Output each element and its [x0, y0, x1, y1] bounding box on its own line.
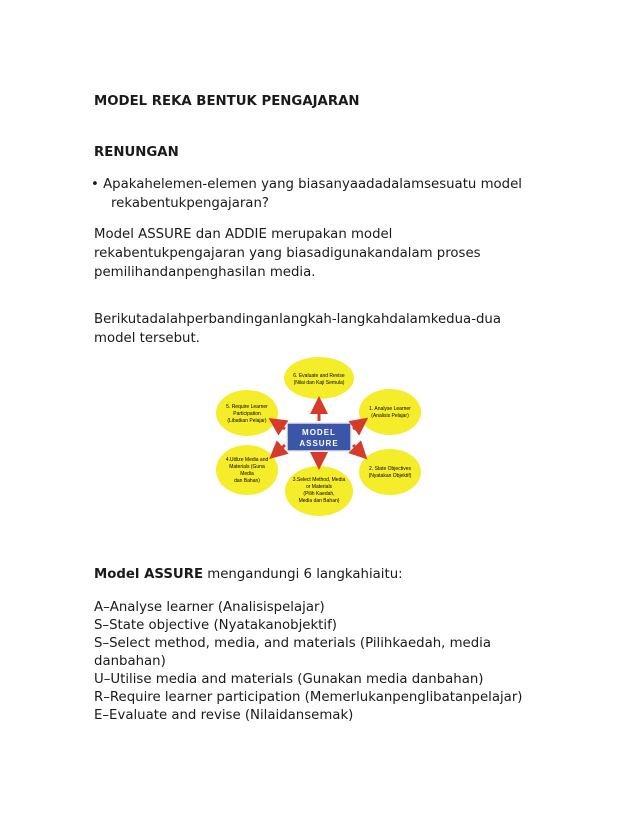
arrow-lower-right-icon — [353, 445, 361, 453]
node-lower-left-line2: Materials (Guna — [229, 464, 265, 470]
node-bottom-line1: 3.Select Method, Media — [292, 477, 346, 483]
paragraph-1-line2: rekabentukpengajaran yang biasadigunakandalam proses — [94, 246, 481, 261]
bullet-text-line2: rekabentukpengajaran? — [111, 196, 269, 211]
model-assure-rest: mengandungi 6 langkahiaitu: — [203, 567, 403, 582]
node-lower-left-line3: Media — [240, 471, 254, 477]
arrow-lower-left-icon — [276, 445, 285, 453]
node-lower-left-line1: 4.Utilize Media and — [225, 457, 269, 463]
assure-model-diagram — [213, 357, 425, 517]
node-top-line2: (Nilai dan Kaji Semula) — [293, 380, 345, 386]
bullet-item — [91, 175, 522, 195]
node-upper-right-line2: (Analisis Pelajar) — [371, 413, 409, 419]
paragraph-1-line3: pemilihandanpenghasilan media. — [94, 265, 316, 280]
node-upper-left — [216, 390, 278, 436]
node-lower-left — [216, 445, 278, 495]
node-lower-right — [359, 449, 421, 495]
step-line-4: danbahan) — [94, 654, 166, 669]
step-line-7: E–Evaluate and revise (Nilaidansemak) — [94, 708, 354, 723]
node-lower-right-line1: 2. State Objectives — [369, 466, 411, 472]
node-upper-left-line2: Participation — [233, 411, 261, 417]
arrow-upper-left-icon — [276, 423, 285, 429]
bullet-mark: • — [91, 177, 99, 192]
node-bottom-line3: (Pilih Kaedah, — [303, 491, 335, 497]
node-upper-left-line1: 5. Require Learner — [226, 404, 268, 410]
paragraph-2-line2: model tersebut. — [94, 331, 200, 346]
bullet-text-line1: Apakahelemen-elemen yang biasanyaadadalamsesuatu model — [103, 177, 522, 192]
section-title: RENUNGAN — [94, 145, 179, 160]
node-upper-right — [359, 389, 421, 435]
arrow-upper-right-icon — [353, 423, 361, 429]
node-upper-left-line3: (Libatkan Pelajar) — [227, 418, 267, 424]
node-bottom-line2: or Materials — [305, 484, 333, 490]
step-line-5: U–Utilise media and materials (Gunakan media danbahan) — [94, 672, 484, 687]
model-assure-line — [94, 565, 403, 585]
node-bottom-line4: Media dan Bahan) — [298, 498, 340, 504]
paragraph-2-line1: Berikutadalahperbandinganlangkah-langkahdalamkedua-dua — [94, 312, 502, 327]
node-top — [284, 357, 354, 399]
node-lower-right-line2: (Nyatakan Objektif) — [368, 473, 412, 479]
node-bottom — [285, 466, 353, 516]
model-assure-bold: Model ASSURE — [94, 567, 204, 582]
step-line-1: A–Analyse learner (Analisispelajar) — [94, 600, 325, 615]
center-box — [287, 423, 351, 451]
node-top-line1: 6. Evaluate and Revise — [293, 373, 345, 379]
step-line-6: R–Require learner participation (Memerlukanpenglibatanpelajar) — [94, 690, 523, 705]
node-upper-right-line1: 1. Analyse Learner — [369, 406, 411, 412]
center-line1: MODEL — [302, 428, 336, 437]
document-heading: MODEL REKA BENTUK PENGAJARAN — [94, 94, 360, 109]
paragraph-1-line1: Model ASSURE dan ADDIE merupakan model — [94, 227, 393, 242]
center-line2: ASSURE — [299, 439, 339, 448]
node-lower-left-line4: dan Bahan) — [234, 478, 260, 484]
step-line-3: S–Select method, media, and materials (Pilihkaedah, media — [94, 636, 492, 651]
step-line-2: S–State objective (Nyatakanobjektif) — [94, 618, 337, 633]
